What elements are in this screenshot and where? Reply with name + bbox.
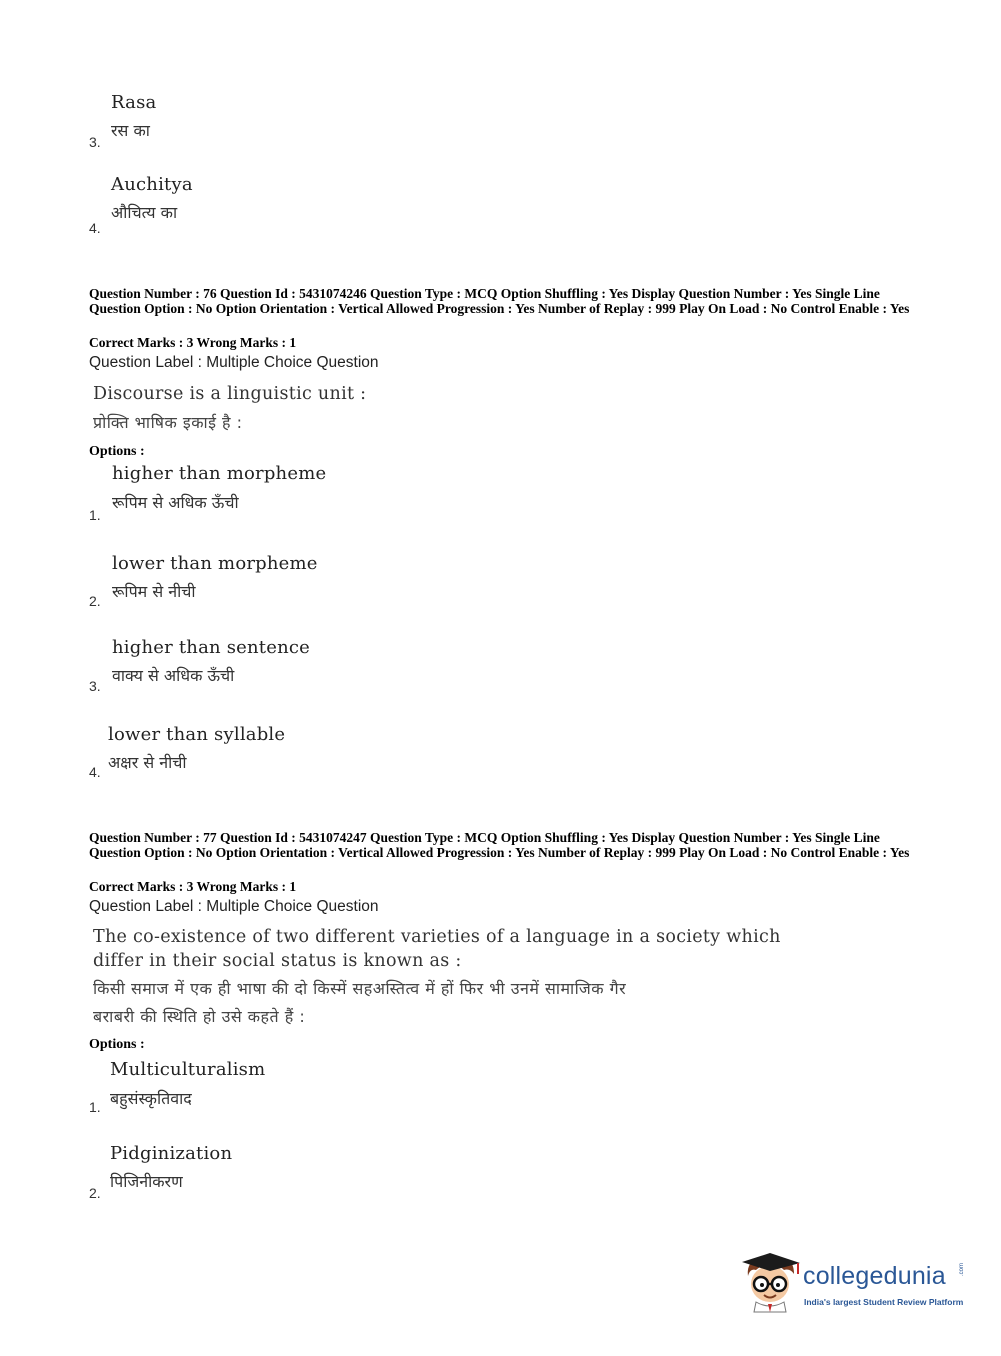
collegedunia-logo[interactable] bbox=[740, 1250, 970, 1320]
option-text-hi: रूपिम से अधिक ऊँची bbox=[112, 493, 239, 512]
question-label: Question Label : Multiple Choice Question bbox=[89, 898, 379, 915]
option-text-en: Pidginization bbox=[110, 1143, 233, 1164]
question-label: Question Label : Multiple Choice Question bbox=[89, 354, 379, 371]
option-text-hi: औचित्य का bbox=[111, 203, 178, 222]
option-text-en: Auchitya bbox=[111, 174, 193, 195]
option-text-en: lower than syllable bbox=[108, 724, 286, 745]
question-text-en: Discourse is a linguistic unit : bbox=[93, 384, 367, 404]
option-text-en: higher than sentence bbox=[112, 637, 311, 658]
option-number: 2. bbox=[89, 1185, 101, 1201]
option-number: 4. bbox=[89, 764, 101, 780]
question-text-hi-line-2: बराबरी की स्थिति हो उसे कहते हैं : bbox=[93, 1007, 306, 1026]
marks-info: Correct Marks : 3 Wrong Marks : 1 bbox=[89, 335, 297, 350]
option-number: 1. bbox=[89, 1099, 101, 1115]
question-metadata: Question Number : 77 Question Id : 5431074247 Question Type : MCQ Option Shuffling : Yes Display Question Number : Yes Single Line Question Option : No Option Orientation : Vertical Allowed Progression : Yes Number of Replay : 999 Play On Load : No Control Enable : Yes bbox=[89, 830, 910, 860]
option-text-en: Rasa bbox=[111, 92, 157, 113]
options-label: Options : bbox=[89, 1037, 145, 1052]
question-text-en-line-1: The co-existence of two different varieties of a language in a society which bbox=[93, 927, 781, 947]
option-number: 4. bbox=[89, 220, 101, 236]
option-text-hi: अक्षर से नीची bbox=[108, 753, 187, 772]
logo-domain: .com bbox=[959, 1262, 965, 1276]
option-number: 3. bbox=[89, 678, 101, 694]
option-text-en: lower than morpheme bbox=[112, 553, 318, 574]
option-text-en: higher than morpheme bbox=[112, 463, 327, 484]
marks-info: Correct Marks : 3 Wrong Marks : 1 bbox=[89, 879, 297, 894]
option-text-hi: रूपिम से नीची bbox=[112, 582, 196, 601]
question-text-hi: प्रोक्ति भाषिक इकाई है : bbox=[93, 413, 243, 432]
option-number: 1. bbox=[89, 507, 101, 523]
option-number: 2. bbox=[89, 593, 101, 609]
question-metadata: Question Number : 76 Question Id : 5431074246 Question Type : MCQ Option Shuffling : Yes Display Question Number : Yes Single Line Question Option : No Option Orientation : Vertical Allowed Progression : Yes Number of Replay : 999 Play On Load : No Control Enable : Yes bbox=[89, 286, 910, 316]
option-text-hi: वाक्य से अधिक ऊँची bbox=[112, 666, 235, 685]
option-text-en: Multiculturalism bbox=[110, 1059, 266, 1080]
option-text-hi: पिजिनीकरण bbox=[110, 1172, 183, 1191]
question-text-hi-line-1: किसी समाज में एक ही भाषा की दो किस्में सहअस्तित्व में हों फिर भी उनमें सामाजिक गैर bbox=[93, 979, 627, 998]
student-mascot-icon bbox=[740, 1250, 802, 1316]
logo-wordmark: collegedunia bbox=[803, 1262, 946, 1290]
question-text-en-line-2: differ in their social status is known as : bbox=[93, 951, 462, 971]
logo-tagline: India's largest Student Review Platform bbox=[804, 1297, 964, 1307]
option-text-hi: बहुसंस्कृतिवाद bbox=[110, 1089, 192, 1108]
options-label: Options : bbox=[89, 444, 145, 459]
option-text-hi: रस का bbox=[111, 121, 150, 140]
option-number: 3. bbox=[89, 134, 101, 150]
